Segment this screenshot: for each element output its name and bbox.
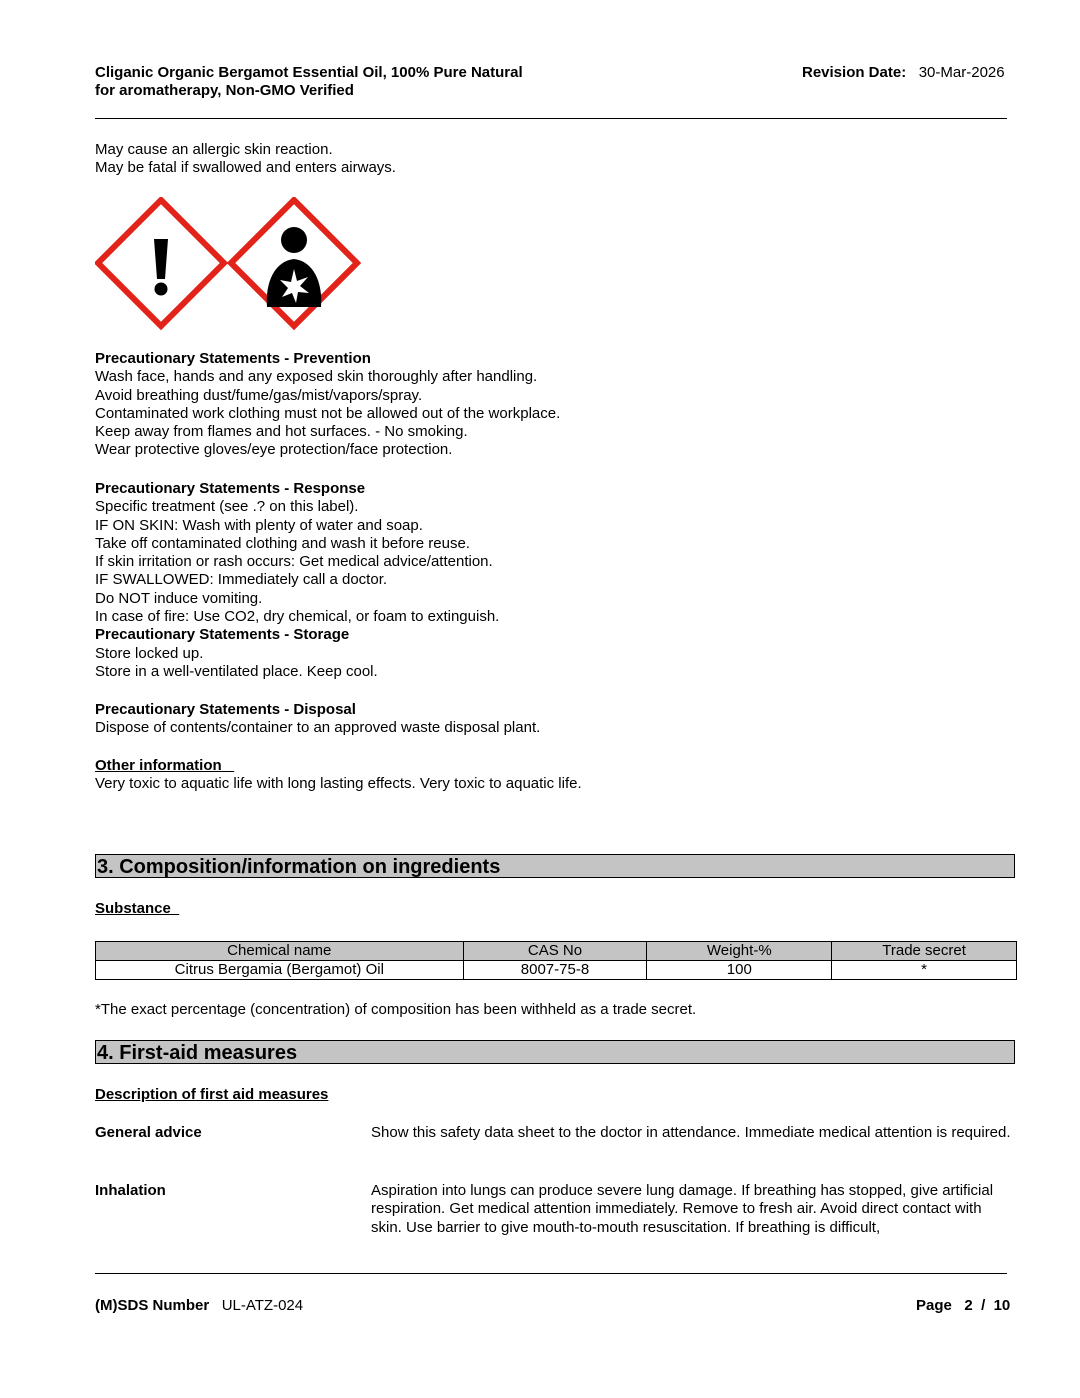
footer-divider [95,1273,1007,1274]
disposal-section [95,701,540,738]
revision-date [802,64,1005,82]
column-header-chemical-name: Chemical name [96,942,464,961]
column-header-cas-no: CAS No [463,942,647,961]
trade-secret-cell: * [832,961,1017,980]
sds-number [95,1297,303,1315]
inhalation-label: Inhalation [95,1182,166,1199]
hazard-statements [95,141,396,178]
response-line: Do NOT induce vomiting. [95,589,263,607]
exclamation-mark-pictogram [98,200,224,326]
page-current: 2 [964,1297,973,1314]
prevention-title: Precautionary Statements - Prevention [95,350,371,367]
column-header-trade-secret: Trade secret [832,942,1017,961]
product-name [95,64,523,101]
other-information-title: Other information [95,757,222,774]
storage-title: Precautionary Statements - Storage [95,626,350,644]
table-header-row [96,942,1017,961]
prevention-section [95,350,560,460]
column-header-weight: Weight-% [647,942,832,961]
product-name-line2: for aromatherapy, Non-GMO Verified [95,82,354,100]
storage-line: Store locked up. [95,644,204,662]
response-title: Precautionary Statements - Response [95,480,366,497]
prevention-line: Contaminated work clothing must not be allowed out of the workplace. [95,404,561,422]
section-3-heading: 3. Composition/information on ingredients [95,854,1015,878]
response-line: IF ON SKIN: Wash with plenty of water and soap. [95,516,423,534]
header-divider [95,118,1007,119]
response-line: In case of fire: Use CO2, dry chemical, or foam to extinguish. [95,608,500,626]
storage-line: Store in a well-ventilated place. Keep cool. [95,662,378,680]
other-information [95,757,582,794]
inhalation-text: Aspiration into lungs can produce severe lung damage. If breathing has stopped, give artificial respiration. Get medical attention immediately. Remove to fresh air. Avoid direct contact with skin. Use barrier to give mouth-to-mouth resuscitation. If breathing is difficult, [371,1182,994,1236]
response-section [95,480,499,681]
prevention-line: Avoid breathing dust/fume/gas/mist/vapors/spray. [95,386,423,404]
ghs-pictograms [95,197,361,331]
disposal-title: Precautionary Statements - Disposal [95,701,356,718]
disposal-line: Dispose of contents/container to an approved waste disposal plant. [95,719,541,737]
hazard-statement: May cause an allergic skin reaction. [95,141,333,158]
product-name-line1: Cliganic Organic Bergamot Essential Oil, 100% Pure Natural [95,64,523,81]
revision-date-label: Revision Date: [802,64,907,81]
health-hazard-pictogram [231,200,357,326]
chemical-name-cell: Citrus Bergamia (Bergamot) Oil [96,961,464,980]
revision-date-value: 30-Mar-2026 [918,64,1005,81]
cas-no-cell: 8007-75-8 [463,961,647,980]
page-separator: / [981,1297,986,1314]
response-line: If skin irritation or rash occurs: Get medical advice/attention. [95,553,493,571]
sds-number-label: (M)SDS Number [95,1297,210,1314]
page-label: Page [916,1297,952,1314]
sds-number-value: UL-ATZ-024 [221,1297,304,1314]
substance-label: Substance [95,900,171,917]
other-information-text: Very toxic to aquatic life with long lasting effects. Very toxic to aquatic life. [95,775,582,793]
table-row [96,961,1017,980]
prevention-line: Keep away from flames and hot surfaces. - No smoking. [95,423,468,441]
weight-cell: 100 [647,961,832,980]
page-number [916,1297,1010,1315]
general-advice-text: Show this safety data sheet to the doctor in attendance. Immediate medical attention is required. [371,1124,1011,1141]
first-aid-subtitle: Description of first aid measures [95,1086,329,1103]
hazard-statement: May be fatal if swallowed and enters airways. [95,159,396,177]
response-line: IF SWALLOWED: Immediately call a doctor. [95,571,388,589]
page-total: 10 [993,1297,1011,1314]
composition-table [95,941,1017,980]
prevention-line: Wear protective gloves/eye protection/face protection. [95,441,453,459]
trade-secret-footnote: *The exact percentage (concentration) of composition has been withheld as a trade secret. [95,1001,697,1018]
section-4-heading: 4. First-aid measures [95,1040,1015,1064]
general-advice-label: General advice [95,1124,202,1141]
prevention-line: Wash face, hands and any exposed skin thoroughly after handling. [95,368,538,386]
response-line: Take off contaminated clothing and wash it before reuse. [95,534,470,552]
response-line: Specific treatment (see .? on this label). [95,498,359,516]
